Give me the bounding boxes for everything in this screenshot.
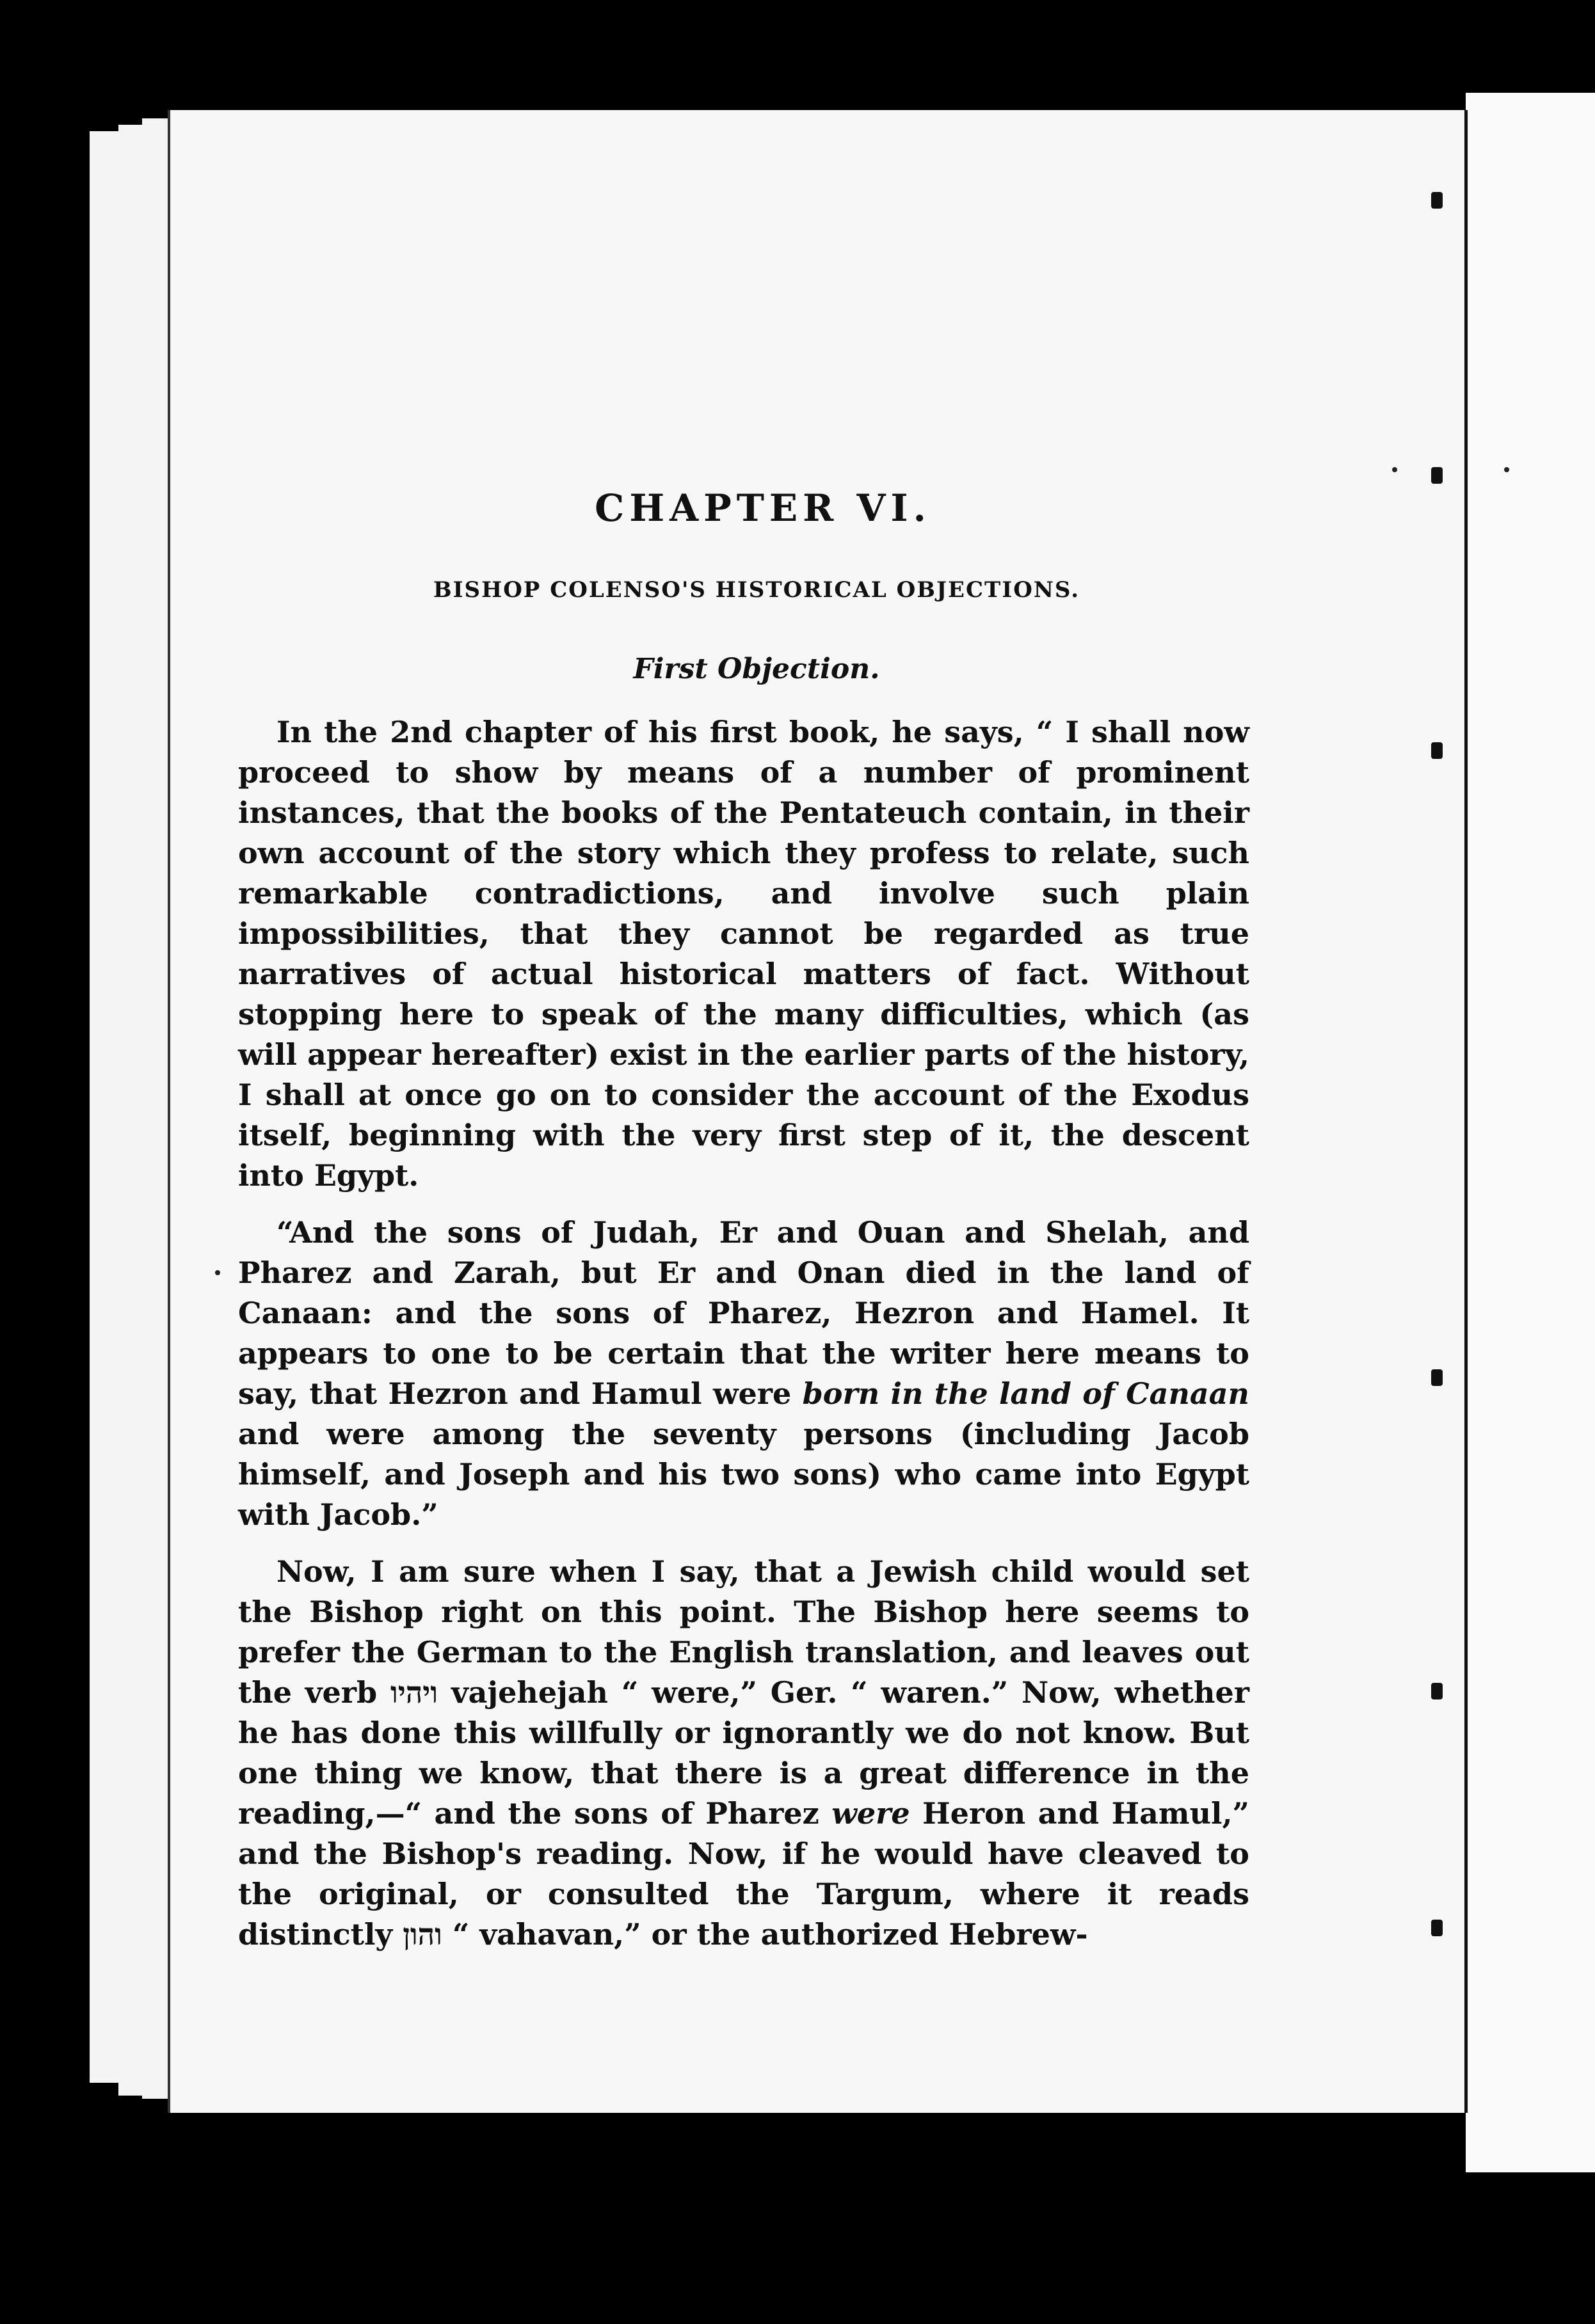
dust-speck [1392, 467, 1397, 472]
binding-mark [1431, 1683, 1443, 1699]
section-heading: First Objection. [633, 653, 880, 686]
paragraph-3 [238, 1552, 1249, 1955]
binding-mark [1431, 467, 1443, 484]
facing-page [1466, 93, 1595, 2172]
binding-mark [1431, 1369, 1443, 1386]
binding-mark [1431, 742, 1443, 759]
page-content [238, 486, 1249, 1971]
paragraph-3-text-end: Heron and Hamul,” and the Bishop's reading. Now, if he would have cleaved to the original, or consulted the Targum, where it reads distinctly והון “ vahavan,” or the authorized Hebrew- [238, 1796, 1250, 1952]
paragraph-2-text: “And the sons of Judah, Er and Ouan and Shelah, and Pharez and Zarah, but Er and Onan died in the land of Canaan: and the sons of Pharez, Hezron and Hamel. It appears to one to be certain that the writer here means to say, that Hezron and Hamul were [238, 1215, 1249, 1412]
dust-speck [215, 1270, 220, 1275]
binding-mark [1431, 1920, 1443, 1936]
dust-speck [1504, 467, 1509, 472]
paragraph-2-text-end: and were among the seventy persons (including Jacob himself, and Joseph and his two sons) who came into Egypt with Jacob.” [238, 1417, 1249, 1532]
paragraph-1: In the 2nd chapter of his first book, he says, “ I shall now proceed to show by means of a number of prominent instances, that the books of the Pentateuch contain, in their own account of the story which they profess to relate, such remarkable contradictions, and involve such plain impossibilities, that they cannot be regarded as true narratives of actual historical matters of fact. Without stopping here to speak of the many difficulties, which (as will appear hereafter) exist in the earlier parts of the history, I shall at once go on to consider the account of the Exodus itself, beginning with the very first step of it, the descent into Egypt. [238, 715, 1249, 1193]
binding-mark [1431, 192, 1443, 209]
chapter-title: CHAPTER VI. [595, 486, 931, 530]
paragraph-3-emphasis: were [831, 1796, 910, 1831]
paragraph-2 [238, 1213, 1249, 1535]
chapter-subtitle: BISHOP COLENSO'S HISTORICAL OBJECTIONS. [433, 577, 1080, 603]
paragraph-3-text: Now, I am sure when I say, that a Jewish child would set the Bishop right on this point. The Bishop here seems to prefer the German to the English translation, and leaves out the verb ויהיו vajehejah “ were,” Ger. “ waren.” Now, whether he has done this willfully or ignorantly we do not know. But one thing we know, that there is a great difference in the reading,—“ and the sons of Pharez [238, 1554, 1249, 1831]
paragraph-2-emphasis: born in the land of Canaan [802, 1376, 1249, 1412]
